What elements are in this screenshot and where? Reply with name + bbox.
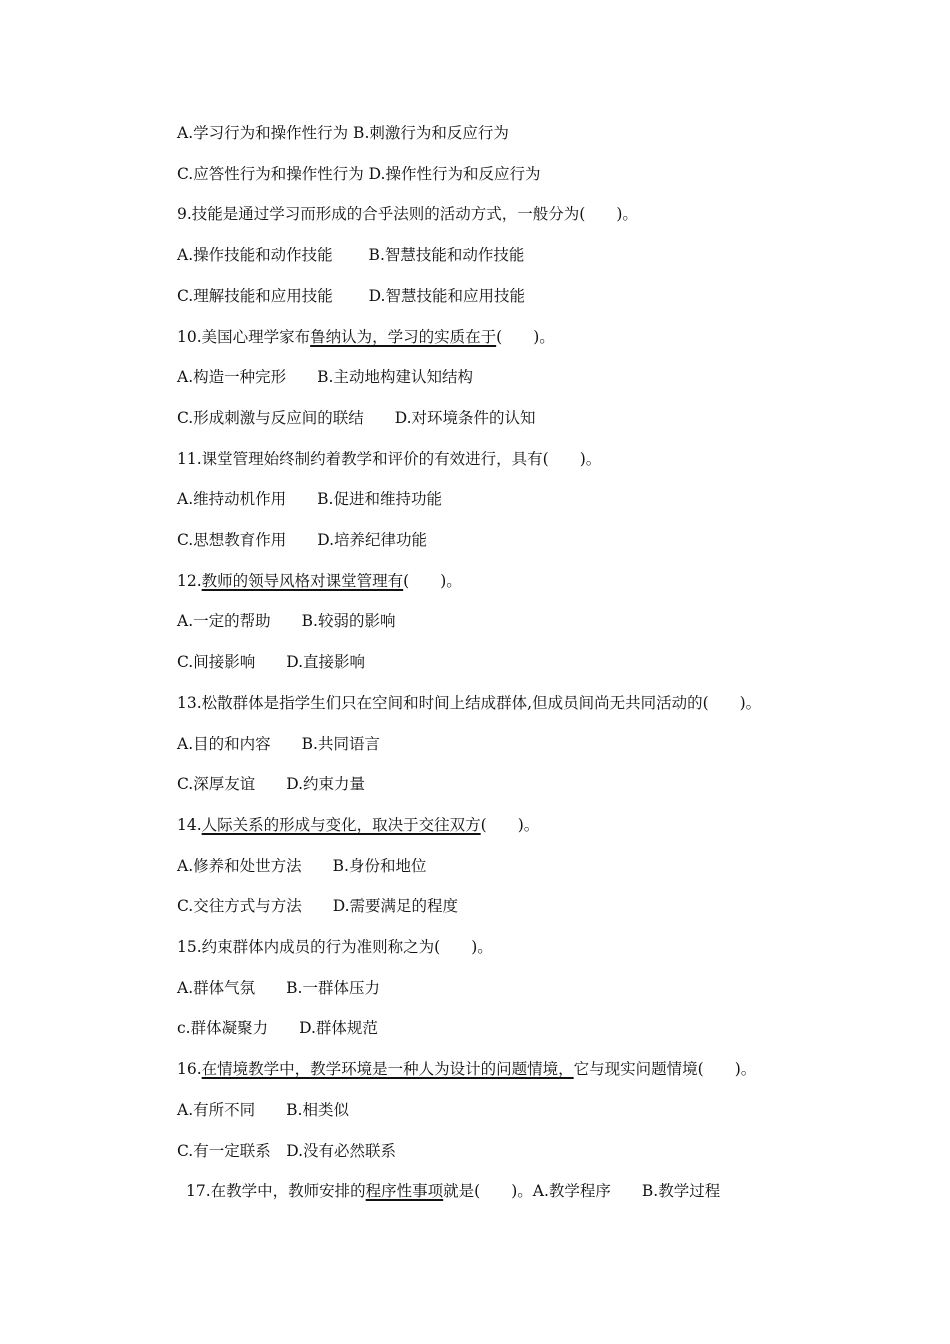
- line-text: C.形成刺激与反应间的联结 D.对环境条件的认知: [177, 409, 536, 427]
- text-line: [177, 164, 540, 184]
- line-text: C.理解技能和应用技能 D.智慧技能和应用技能: [177, 287, 525, 305]
- line-text: C.间接影响 D.直接影响: [177, 653, 366, 671]
- line-text: A.操作技能和动作技能 B.智慧技能和动作技能: [177, 246, 525, 264]
- text-line: [177, 815, 539, 835]
- text-line: [177, 978, 380, 998]
- line-text: 它与现实问题情境( )。: [573, 1060, 757, 1078]
- text-line: [177, 367, 473, 387]
- text-line: [177, 1100, 349, 1120]
- line-text: 15.约束群体内成员的行为准则称之为( )。: [177, 938, 493, 956]
- text-line: [177, 693, 761, 713]
- text-line: [177, 1018, 378, 1038]
- line-text: A.构造一种完形 B.主动地构建认知结构: [177, 368, 473, 386]
- text-line: [177, 449, 601, 469]
- text-line: [177, 204, 638, 224]
- text-line: [177, 571, 462, 591]
- underlined-text: 鲁纳认为，学习的实质在于: [310, 328, 497, 346]
- text-line: [177, 856, 426, 876]
- text-line: [177, 611, 395, 631]
- line-text: 16.: [177, 1060, 202, 1078]
- text-line: [177, 489, 442, 509]
- text-line: [186, 1181, 720, 1201]
- text-line: [177, 1059, 756, 1079]
- line-text: 11.课堂管理始终制约着教学和评价的有效进行，具有( )。: [177, 450, 602, 468]
- underlined-text: 人际关系的形成与变化，取决于交往双方: [201, 816, 481, 834]
- line-text: 10.美国心理学家布: [177, 328, 311, 346]
- line-text: ( )。: [403, 572, 462, 590]
- line-text: 就是( )。A.教学程序 B.教学过程: [443, 1182, 721, 1200]
- text-line: [177, 408, 536, 428]
- text-line: [177, 774, 365, 794]
- line-text: A.学习行为和操作性行为 B.刺激行为和反应行为: [177, 124, 509, 142]
- text-line: [177, 896, 458, 916]
- line-text: 14.: [177, 816, 202, 834]
- line-text: C.有一定联系 D.没有必然联系: [177, 1142, 397, 1160]
- line-text: C.交往方式与方法 D.需要满足的程度: [177, 897, 459, 915]
- line-text: 9.技能是通过学习而形成的合乎法则的活动方式，一般分为( )。: [177, 205, 638, 223]
- line-text: ( )。: [496, 328, 555, 346]
- text-line: [177, 245, 524, 265]
- text-line: [177, 1141, 396, 1161]
- line-text: A.有所不同 B.相类似: [177, 1101, 349, 1119]
- underlined-text: 教师的领导风格对课堂管理有: [201, 572, 404, 590]
- text-line: [177, 734, 380, 754]
- underlined-text: 在情境教学中，教学环境是一种人为设计的问题情境，: [201, 1060, 574, 1078]
- text-line: [177, 530, 427, 550]
- underlined-text: 程序性事项: [365, 1182, 444, 1200]
- line-text: C.应答性行为和操作性行为 D.操作性行为和反应行为: [177, 165, 541, 183]
- line-text: A.一定的帮助 B.较弱的影响: [177, 612, 396, 630]
- line-text: A.修养和处世方法 B.身份和地位: [177, 857, 427, 875]
- line-text: ( )。: [480, 816, 540, 834]
- line-text: A.维持动机作用 B.促进和维持功能: [177, 490, 442, 508]
- line-text: 12.: [177, 572, 202, 590]
- text-line: [177, 327, 555, 347]
- text-line: [177, 286, 525, 306]
- text-line: [177, 123, 509, 143]
- text-line: [177, 652, 365, 672]
- text-line: [177, 937, 493, 957]
- line-text: 13.松散群体是指学生们只在空间和时间上结成群体,但成员间尚无共同活动的( )。: [177, 694, 762, 712]
- line-text: C.思想教育作用 D.培养纪律功能: [177, 531, 428, 549]
- line-text: C.深厚友谊 D.约束力量: [177, 775, 366, 793]
- line-text: A.群体气氛 B.一群体压力: [177, 979, 380, 997]
- line-text: 17.在教学中，教师安排的: [186, 1182, 366, 1200]
- line-text: A.目的和内容 B.共同语言: [177, 735, 380, 753]
- line-text: c.群体凝聚力 D.群体规范: [177, 1019, 378, 1037]
